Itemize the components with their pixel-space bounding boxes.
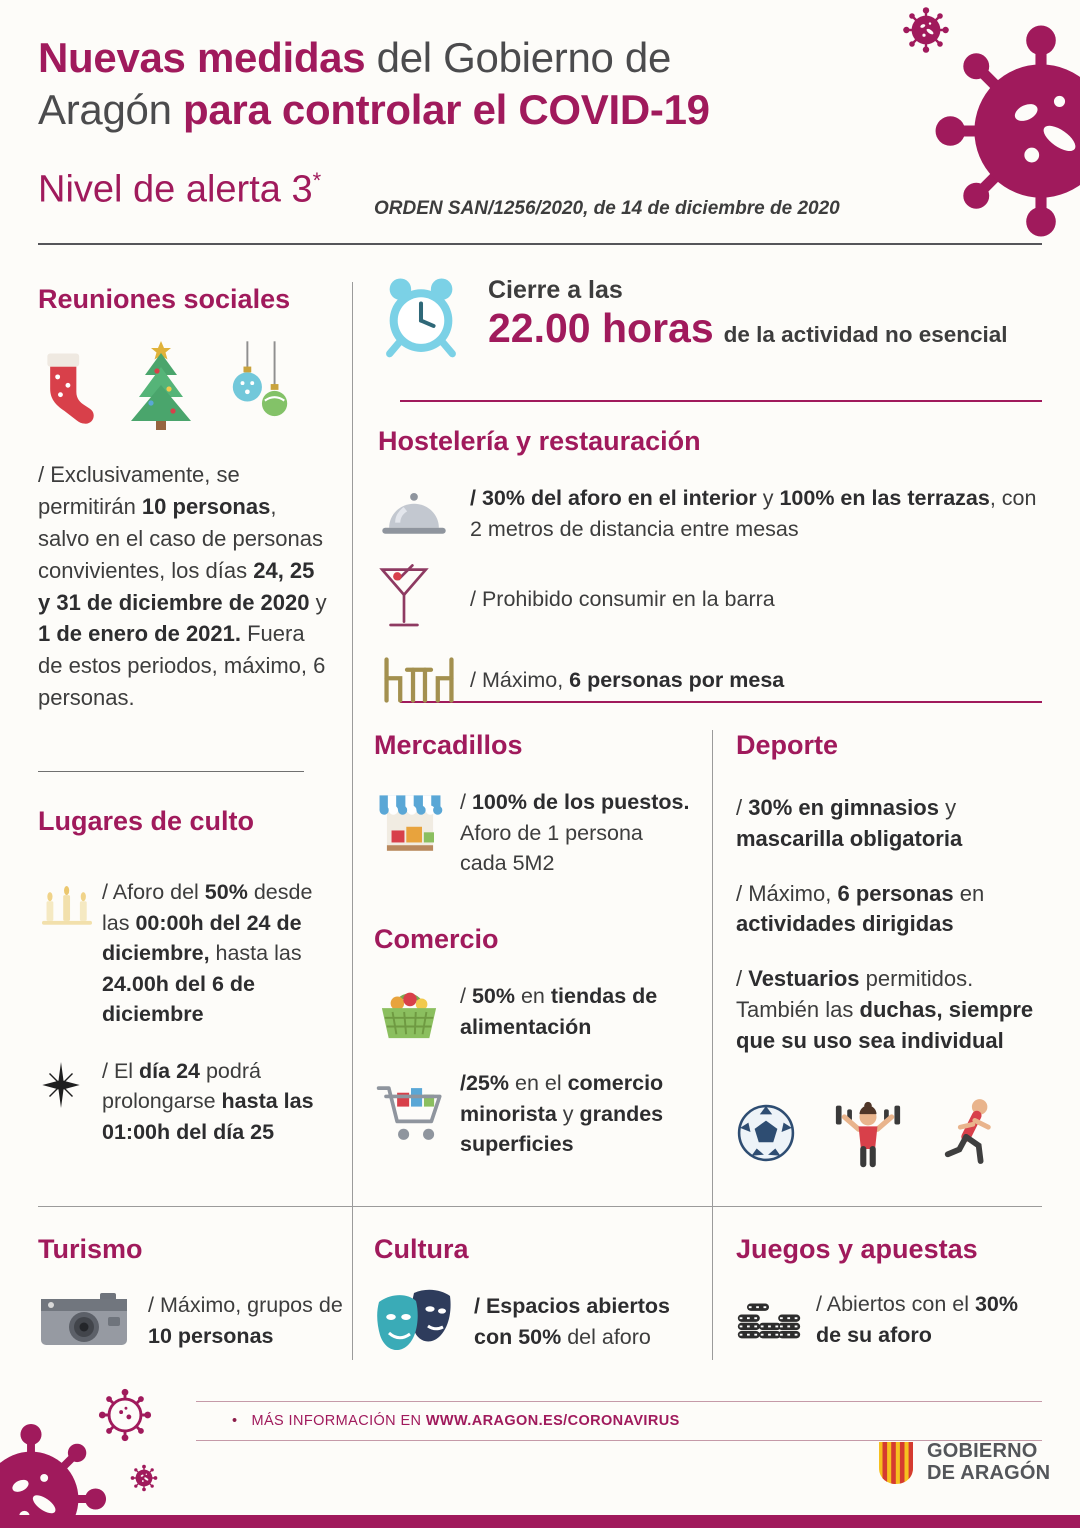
closing-time-text [488, 274, 1008, 352]
rule-text: / Máximo, 6 personas por mesa [470, 667, 785, 692]
virus-icon [930, 20, 1080, 242]
list-item [38, 877, 340, 1030]
divider [38, 771, 304, 772]
virus-icon [0, 1420, 110, 1528]
closing-rest: de la actividad no esencial [723, 322, 1008, 347]
closing-time: 22.00 horas [488, 305, 714, 351]
alert-level [38, 168, 321, 212]
weightlifter-icon [834, 1098, 902, 1168]
order-reference: ORDEN SAN/1256/2020, de 14 de diciembre de 2020 [374, 198, 840, 219]
runner-icon [940, 1097, 998, 1169]
christmas-tree-icon [124, 339, 198, 431]
section-title: Comercio [374, 924, 499, 954]
logo-line1: GOBIERNO [927, 1440, 1038, 1463]
candles-icon [38, 877, 102, 927]
shopping-cart-icon [374, 1081, 460, 1147]
logo-line2: DE ARAGÓN [927, 1462, 1051, 1484]
list-item [374, 981, 692, 1042]
cocktail-icon [378, 564, 470, 634]
section-title: Lugares de culto [38, 806, 255, 836]
table-chairs-icon [378, 654, 470, 706]
section-reuniones-sociales [38, 284, 330, 714]
rule-text: / 100% de los puestos. Aforo de 1 persona cada 5M2 [460, 790, 690, 876]
alarm-clock-icon [378, 274, 464, 360]
rule-text: / 50% en tiendas de alimentación [460, 984, 658, 1039]
food-basket-icon [374, 982, 460, 1042]
section-turismo [38, 1234, 354, 1353]
divider [38, 1206, 1042, 1207]
section-hosteleria [378, 426, 1042, 706]
rule-text: / Exclusivamente, se permitirán 10 personas, salvo en el caso de personas convivientes, los días 24, 25 y 31 de diciembre de 2020 y 1 de enero de 2021. Fuera de estos periodos, máximo, 6 personas. [38, 462, 327, 711]
vertical-divider [712, 730, 713, 1360]
rule-text: / 30% en gimnasios y mascarilla obligatoria [736, 795, 963, 851]
section-cultura [374, 1234, 692, 1357]
bottom-accent-bar [0, 1515, 1080, 1528]
star-icon [38, 1056, 102, 1108]
list-item [378, 483, 1042, 544]
section-title: Turismo [38, 1234, 143, 1264]
list-item [378, 654, 1042, 706]
section-title: Reuniones sociales [38, 284, 291, 314]
section-title: Cultura [374, 1234, 469, 1264]
market-stall-icon [374, 787, 460, 857]
header-divider [38, 243, 1042, 245]
section-comercio [374, 924, 692, 1160]
rule-text: / Vestuarios permitidos. También las duchas, siempre que su uso sea individual [736, 966, 1034, 1053]
accent-divider [400, 400, 1042, 402]
list-item [736, 1289, 1044, 1350]
theater-masks-icon [374, 1287, 474, 1357]
list-item [374, 1068, 692, 1160]
list-item [374, 787, 692, 879]
section-mercadillos [374, 730, 692, 879]
closing-time-banner [378, 274, 1042, 360]
rule-text: / Máximo, grupos de 10 personas [148, 1293, 343, 1348]
list-item [38, 1056, 340, 1148]
rule-text: / Aforo del 50% desde las 00:00h del 24 de diciembre, hasta las 24.00h del 6 de diciembre [102, 880, 313, 1027]
section-lugares-de-culto [38, 806, 340, 1147]
list-item [378, 564, 1042, 634]
list-item [38, 1289, 354, 1353]
alert-level-text: Nivel de alerta 3 [38, 168, 313, 211]
list-item [374, 1287, 692, 1357]
section-title: Juegos y apuestas [736, 1234, 978, 1264]
page-title: Nuevas medidas del Gobierno de Aragón para controlar el COVID-19 [38, 34, 710, 134]
rule-text: / Prohibido consumir en la barra [470, 586, 775, 611]
section-juegos-y-apuestas [736, 1234, 1044, 1350]
more-info-bar [196, 1401, 1042, 1441]
vertical-divider [352, 282, 353, 1360]
aragon-shield-icon [876, 1440, 916, 1486]
rule-text: / 30% del aforo en el interior y 100% en las terrazas, con 2 metros de distancia entre mesas [470, 486, 1037, 541]
more-info-text: MÁS INFORMACIÓN EN WWW.ARAGON.ES/CORONAVIRUS [251, 1413, 680, 1429]
rule-text: / Máximo, 6 personas en actividades dirigidas [736, 880, 985, 937]
logo-text [927, 1441, 1050, 1484]
rule-text: / El día 24 podrá prolongarse hasta las 01:00h del día 25 [102, 1058, 314, 1144]
sport-icons-row [736, 1097, 1044, 1169]
ornaments-icon [226, 341, 294, 431]
closing-line1: Cierre a las [488, 276, 623, 304]
soccer-ball-icon [736, 1103, 796, 1163]
rule-text: / Espacios abiertos con 50% del aforo [474, 1294, 670, 1349]
christmas-stocking-icon [38, 349, 96, 431]
rule-text: /25% en el comercio minorista y grandes superficies [460, 1071, 664, 1157]
section-title: Deporte [736, 730, 839, 760]
closing-line2 [488, 305, 1008, 352]
rule-text: / Abiertos con el 30% de su aforo [816, 1292, 1018, 1347]
section-deporte [736, 730, 1044, 1169]
section-title: Hostelería y restauración [378, 426, 701, 456]
cloche-icon [378, 488, 470, 540]
alert-asterisk: * [312, 168, 322, 193]
camera-icon [38, 1289, 148, 1353]
section-title: Mercadillos [374, 730, 523, 760]
poker-chips-icon [736, 1292, 816, 1348]
christmas-icons-row [38, 337, 330, 431]
virus-icon [130, 1464, 158, 1492]
gobierno-de-aragon-logo [876, 1440, 1050, 1486]
bullet-icon: • [232, 1413, 238, 1429]
